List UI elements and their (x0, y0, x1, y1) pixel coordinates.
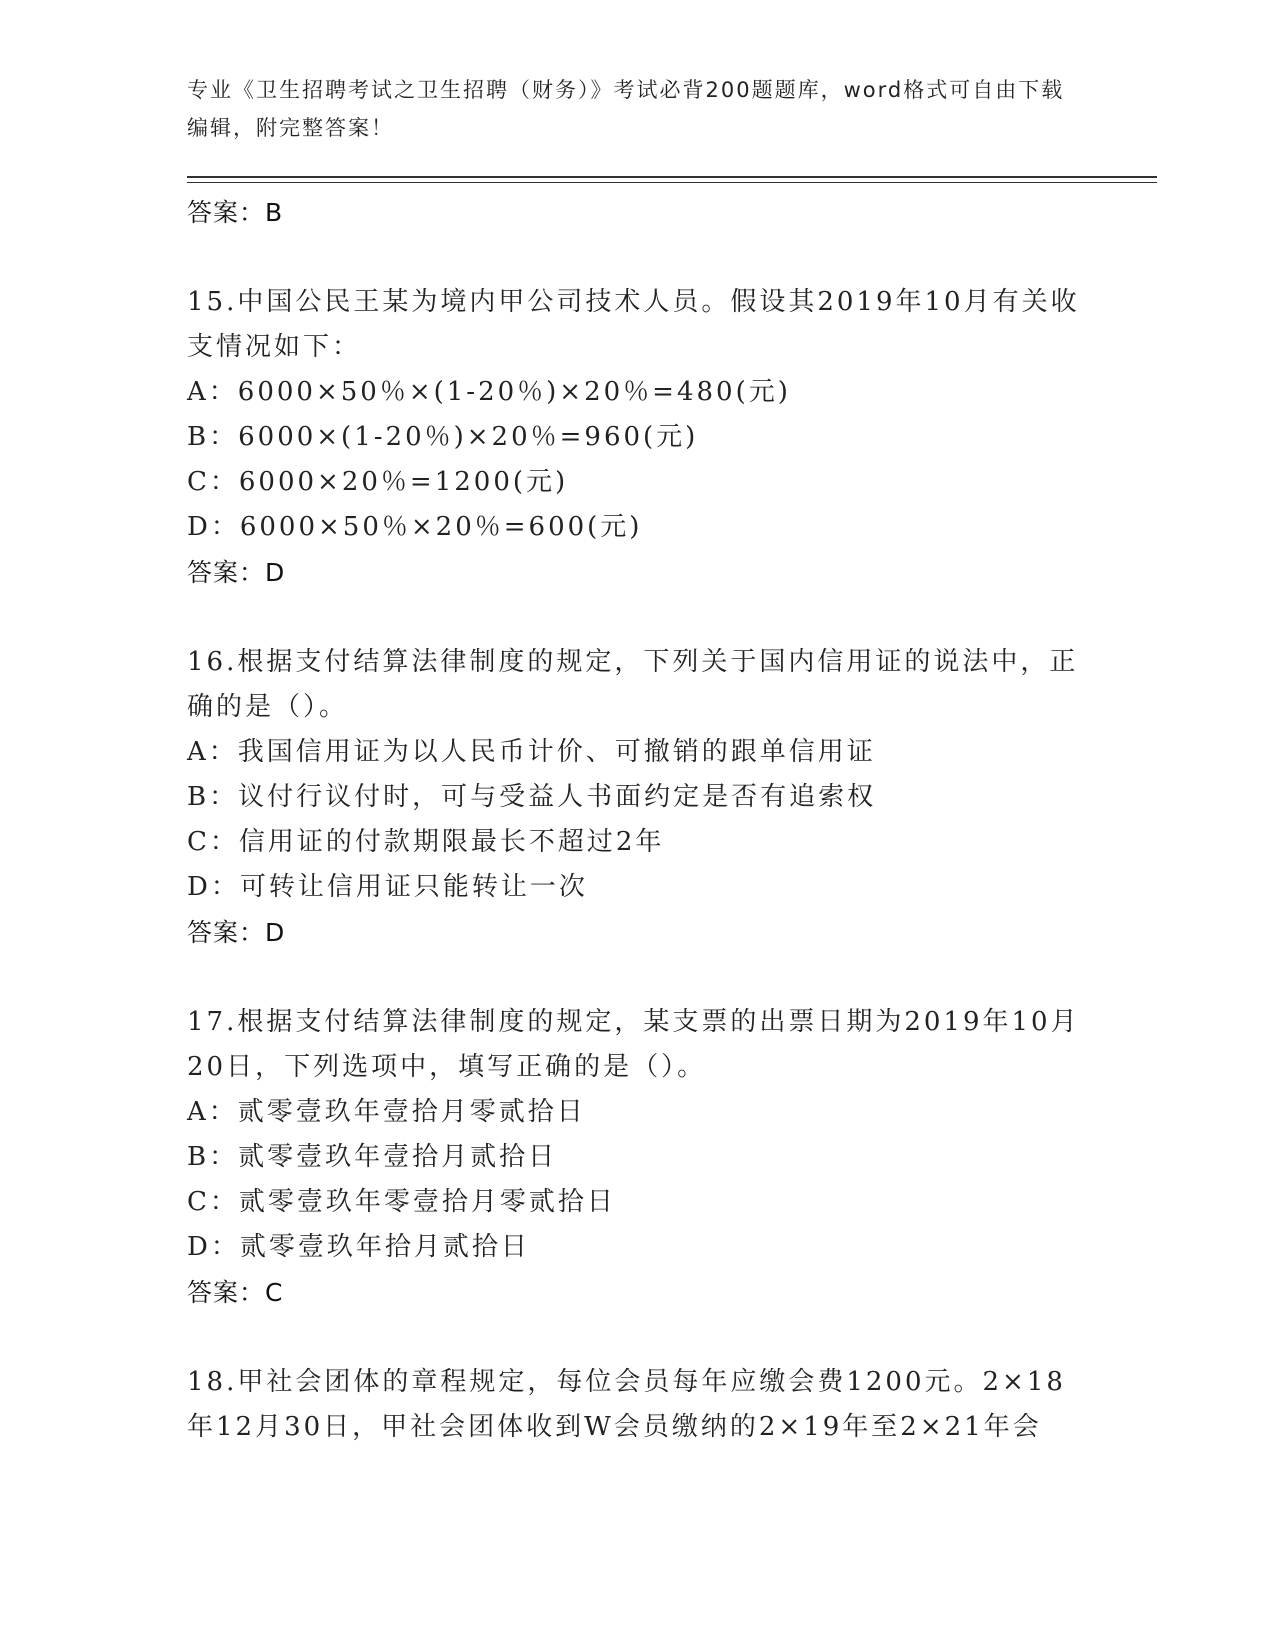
question-15 (187, 280, 1087, 595)
option-b: B：贰零壹玖年壹拾月贰拾日 (187, 1142, 558, 1172)
option-c: C：6000×20％=1200(元) (187, 467, 569, 497)
header-divider-thick (187, 176, 1157, 178)
option-a: A：我国信用证为以人民币计价、可撤销的跟单信用证 (187, 737, 876, 767)
document-header: 专业《卫生招聘考试之卫生招聘（财务）》考试必背200题题库，word格式可自由下载编辑，附完整答案！ (187, 78, 1065, 140)
option-b: B：6000×(1-20％)×20％=960(元) (187, 422, 699, 452)
spacer (187, 235, 1087, 280)
spacer (187, 955, 1087, 1000)
question-18 (187, 1360, 1087, 1450)
question-16 (187, 640, 1087, 955)
option-d: D：可转让信用证只能转让一次 (187, 872, 588, 902)
answer-label: 答案：C (187, 1278, 284, 1307)
answer-label: 答案：D (187, 918, 286, 947)
option-d: D：贰零壹玖年拾月贰拾日 (187, 1232, 530, 1262)
question-text: 18.甲社会团体的章程规定，每位会员每年应缴会费1200元。2×18年12月30日，甲社会团体收到W会员缴纳的2×19年至2×21年会 (187, 1367, 1066, 1442)
document-body (187, 190, 1087, 1450)
question-text: 15.中国公民王某为境内甲公司技术人员。假设其2019年10月有关收支情况如下： (187, 287, 1080, 362)
answer-label: 答案：B (187, 198, 284, 227)
spacer (187, 1315, 1087, 1360)
option-a: A：贰零壹玖年壹拾月零贰拾日 (187, 1097, 586, 1127)
option-c: C：信用证的付款期限最长不超过2年 (187, 827, 665, 857)
spacer (187, 595, 1087, 640)
question-17 (187, 1000, 1087, 1315)
answer-label: 答案：D (187, 558, 286, 587)
header-divider-thin (187, 182, 1157, 183)
option-d: D：6000×50％×20％=600(元) (187, 512, 643, 542)
option-c: C：贰零壹玖年零壹拾月零贰拾日 (187, 1187, 616, 1217)
option-b: B：议付行议付时，可与受益人书面约定是否有追索权 (187, 782, 877, 812)
option-a: A：6000×50％×(1-20％)×20％=480(元) (187, 377, 791, 407)
question-text: 16.根据支付结算法律制度的规定，下列关于国内信用证的说法中，正确的是（）。 (187, 647, 1079, 722)
question-text: 17.根据支付结算法律制度的规定，某支票的出票日期为2019年10月20日，下列选项中，填写正确的是（）。 (187, 1007, 1080, 1082)
